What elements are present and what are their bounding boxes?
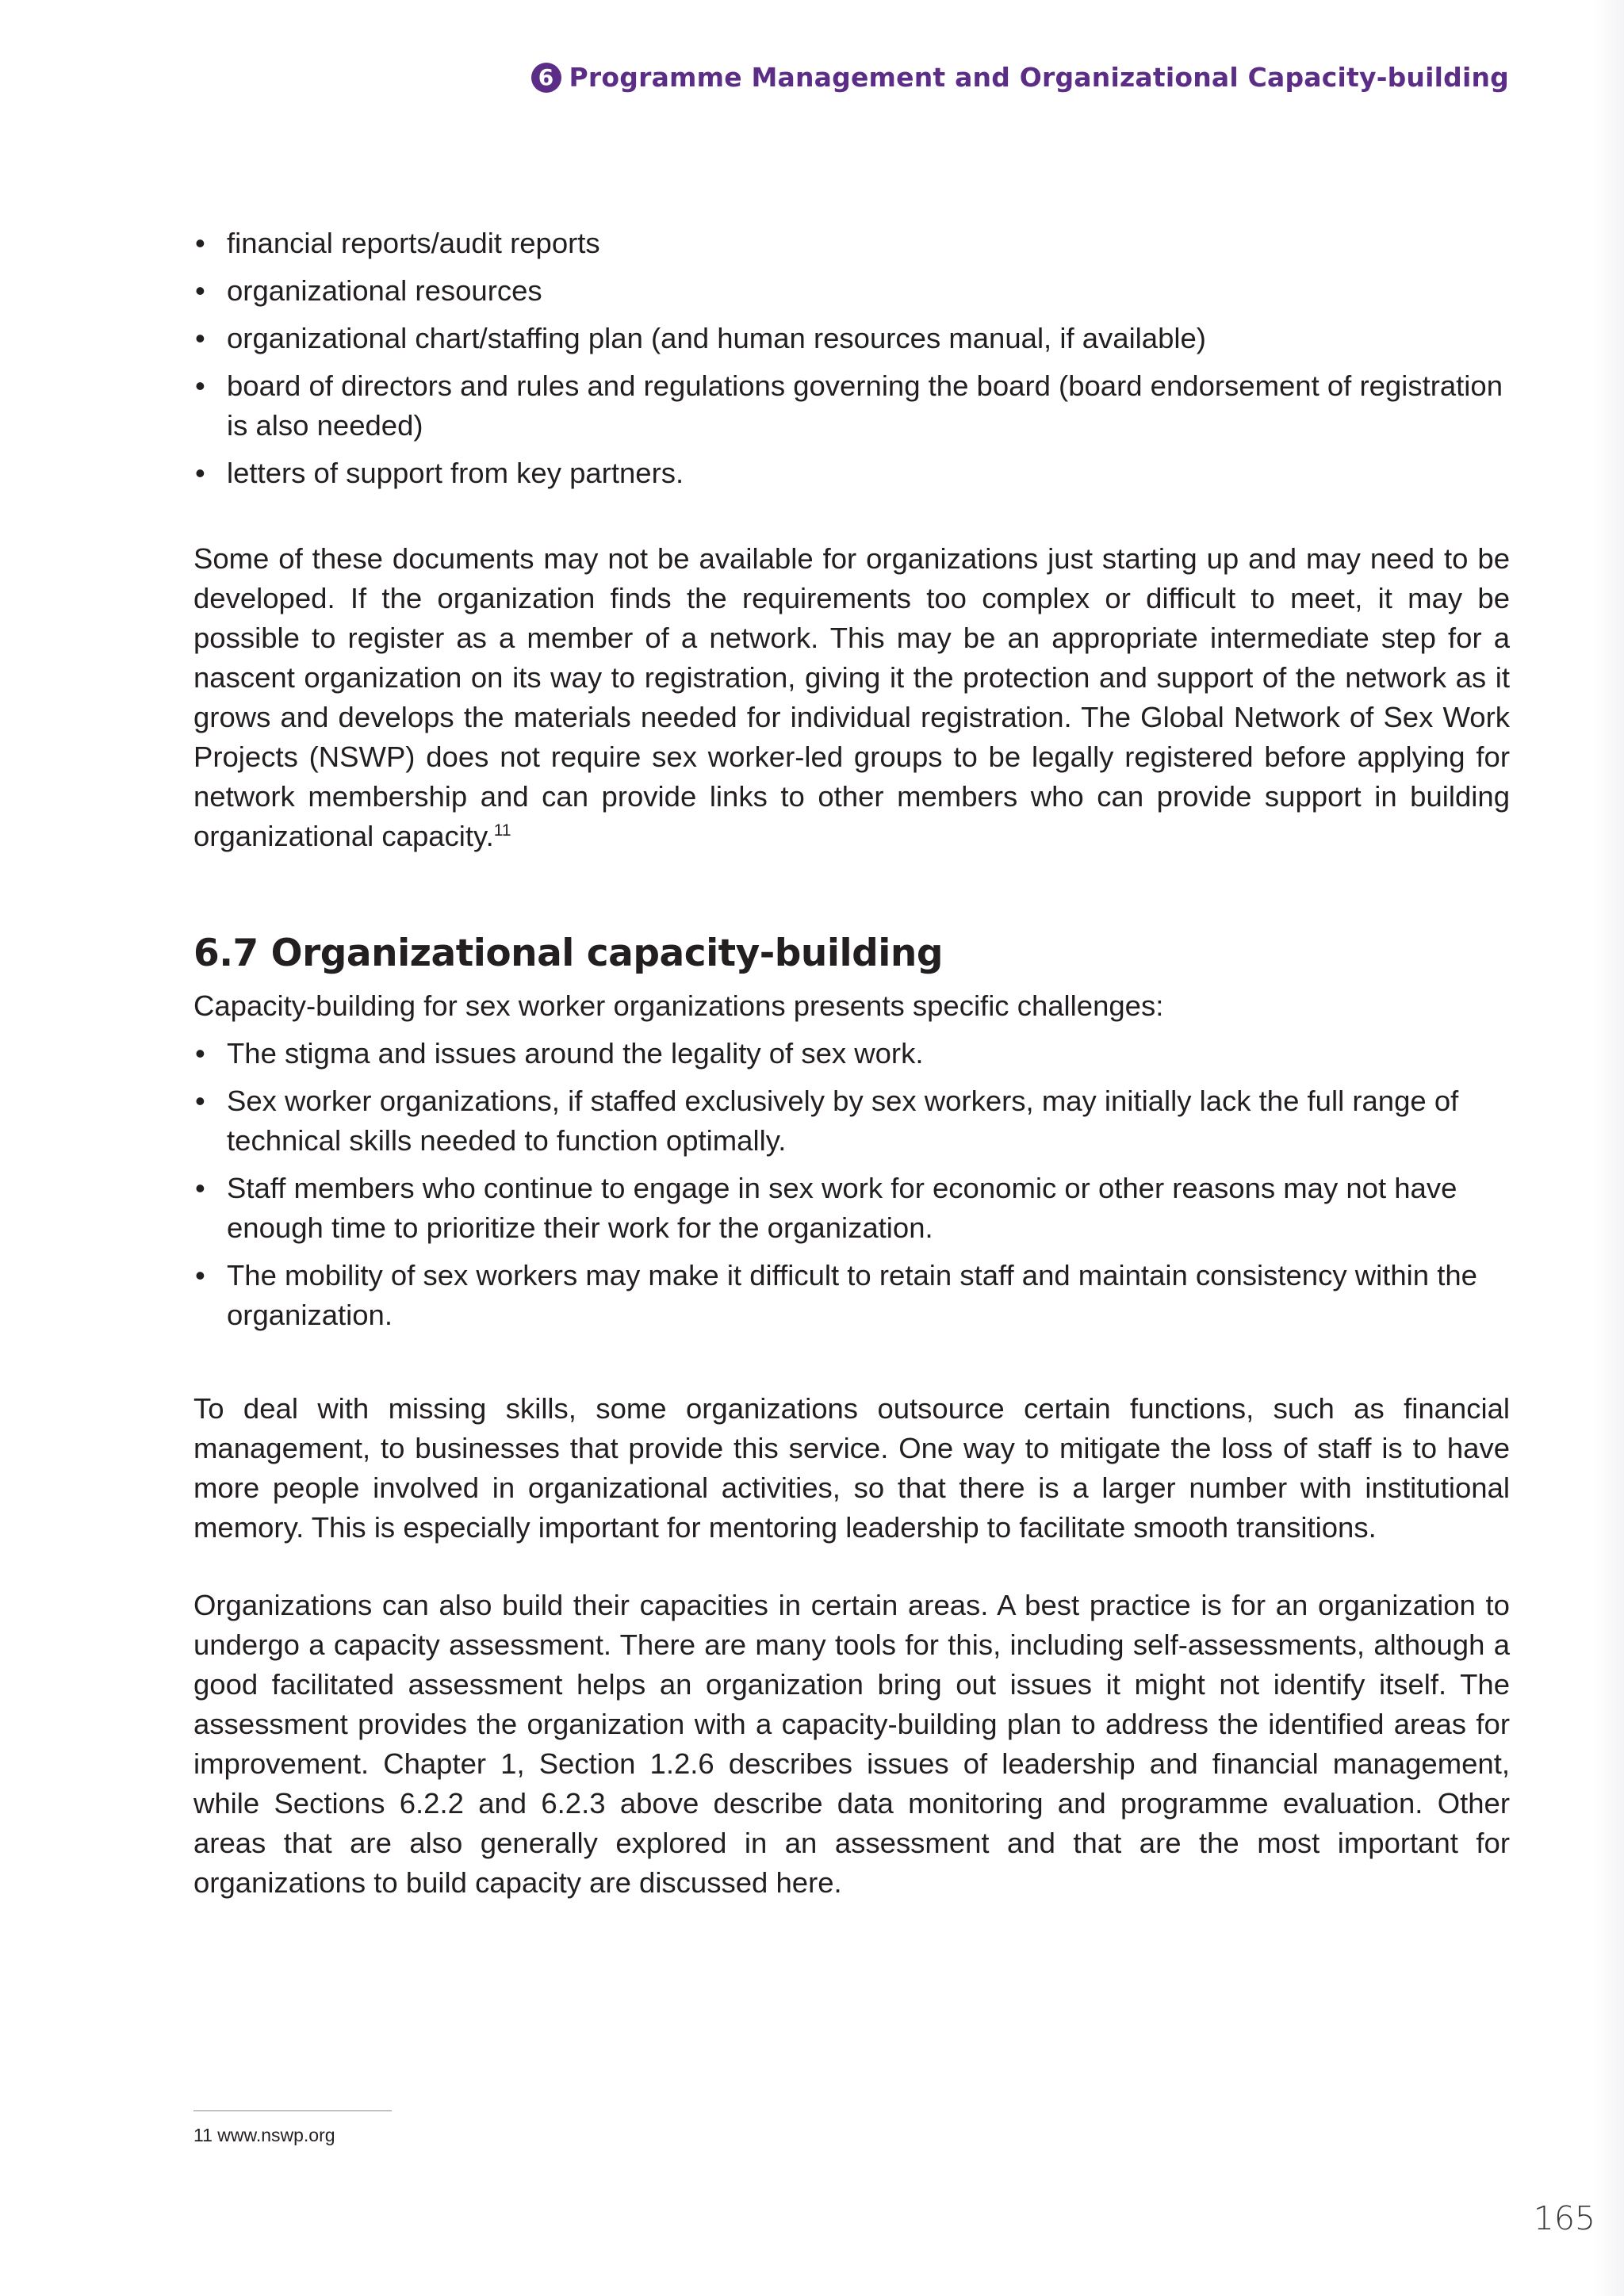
capacity-assessment-paragraph: Organizations can also build their capacities in certain areas. A best practice is for an organization to undergo a capacity assessment. There are many tools for this, including self-assessments, although a good facilitated assessment helps an organization bring out issues it might not identify itself. The assessment provides the organization with a capacity-building plan to address the identified areas for improvement. Chapter 1, Section 1.2.6 describes issues of leadership and financial management, while Sections 6.2.2 and 6.2.3 above describe data monitoring and programme evaluation. Other areas that are also generally explored in an assessment and that are the most important for organizations to build capacity are discussed here. <box>193 1589 1510 1899</box>
list-item: • board of directors and rules and regulations governing the board (board endorsement of registration is also needed) <box>193 366 1510 446</box>
list-item: • Staff members who continue to engage in sex work for economic or other reasons may not have enough time to prioritize their work for the organization. <box>193 1169 1510 1248</box>
page-number: 165 <box>1533 2199 1595 2237</box>
footnote-divider <box>193 2110 392 2111</box>
chapter-number-badge: 6 <box>531 63 561 93</box>
running-header <box>531 62 1509 93</box>
challenges-list <box>193 1034 1510 1335</box>
page-edge-shadow <box>1594 0 1624 2296</box>
page-content <box>193 224 1510 1903</box>
missing-skills-paragraph: To deal with missing skills, some organizations outsource certain functions, such as financial management, to businesses that provide this service. One way to mitigate the loss of staff is to have more people involved in organizational activities, so that there is a larger number with institutional memory. This is especially important for mentoring leadership to facilitate smooth transitions. <box>193 1392 1510 1544</box>
footnote-reference[interactable]: 11 <box>493 821 511 840</box>
footnote: 11 www.nswp.org <box>193 2125 335 2145</box>
list-item: • financial reports/audit reports <box>193 224 1510 263</box>
registration-paragraph <box>193 539 1510 856</box>
chapter-title: Programme Management and Organizational Capacity-building <box>569 62 1509 93</box>
registration-paragraph-text: Some of these documents may not be available for organizations just starting up and may need to be developed. If the organization finds the requirements too complex or difficult to meet, it may be possible to register as a member of a network. This may be an appropriate intermediate step for a nascent organization on its way to registration, giving it the protection and support of the network as it grows and develops the materials needed for individual registration. The Global Network of Sex Work Projects (NSWP) does not require sex worker-led groups to be legally registered before applying for network membership and can provide links to other members who can provide support in building organizational capacity. <box>193 542 1510 852</box>
list-item: • The mobility of sex workers may make it difficult to retain staff and maintain consistency within the organization. <box>193 1256 1510 1335</box>
list-item: • organizational resources <box>193 271 1510 311</box>
section-heading: 6.7 Organizational capacity-building <box>193 932 943 975</box>
list-item: • The stigma and issues around the legality of sex work. <box>193 1034 1510 1073</box>
list-item: • organizational chart/staffing plan (and human resources manual, if available) <box>193 319 1510 358</box>
registration-documents-list <box>193 224 1510 493</box>
section-intro: Capacity-building for sex worker organizations presents specific challenges: <box>193 989 1164 1022</box>
list-item: • Sex worker organizations, if staffed exclusively by sex workers, may initially lack the full range of technical skills needed to function optimally. <box>193 1081 1510 1161</box>
list-item: • letters of support from key partners. <box>193 453 1510 493</box>
